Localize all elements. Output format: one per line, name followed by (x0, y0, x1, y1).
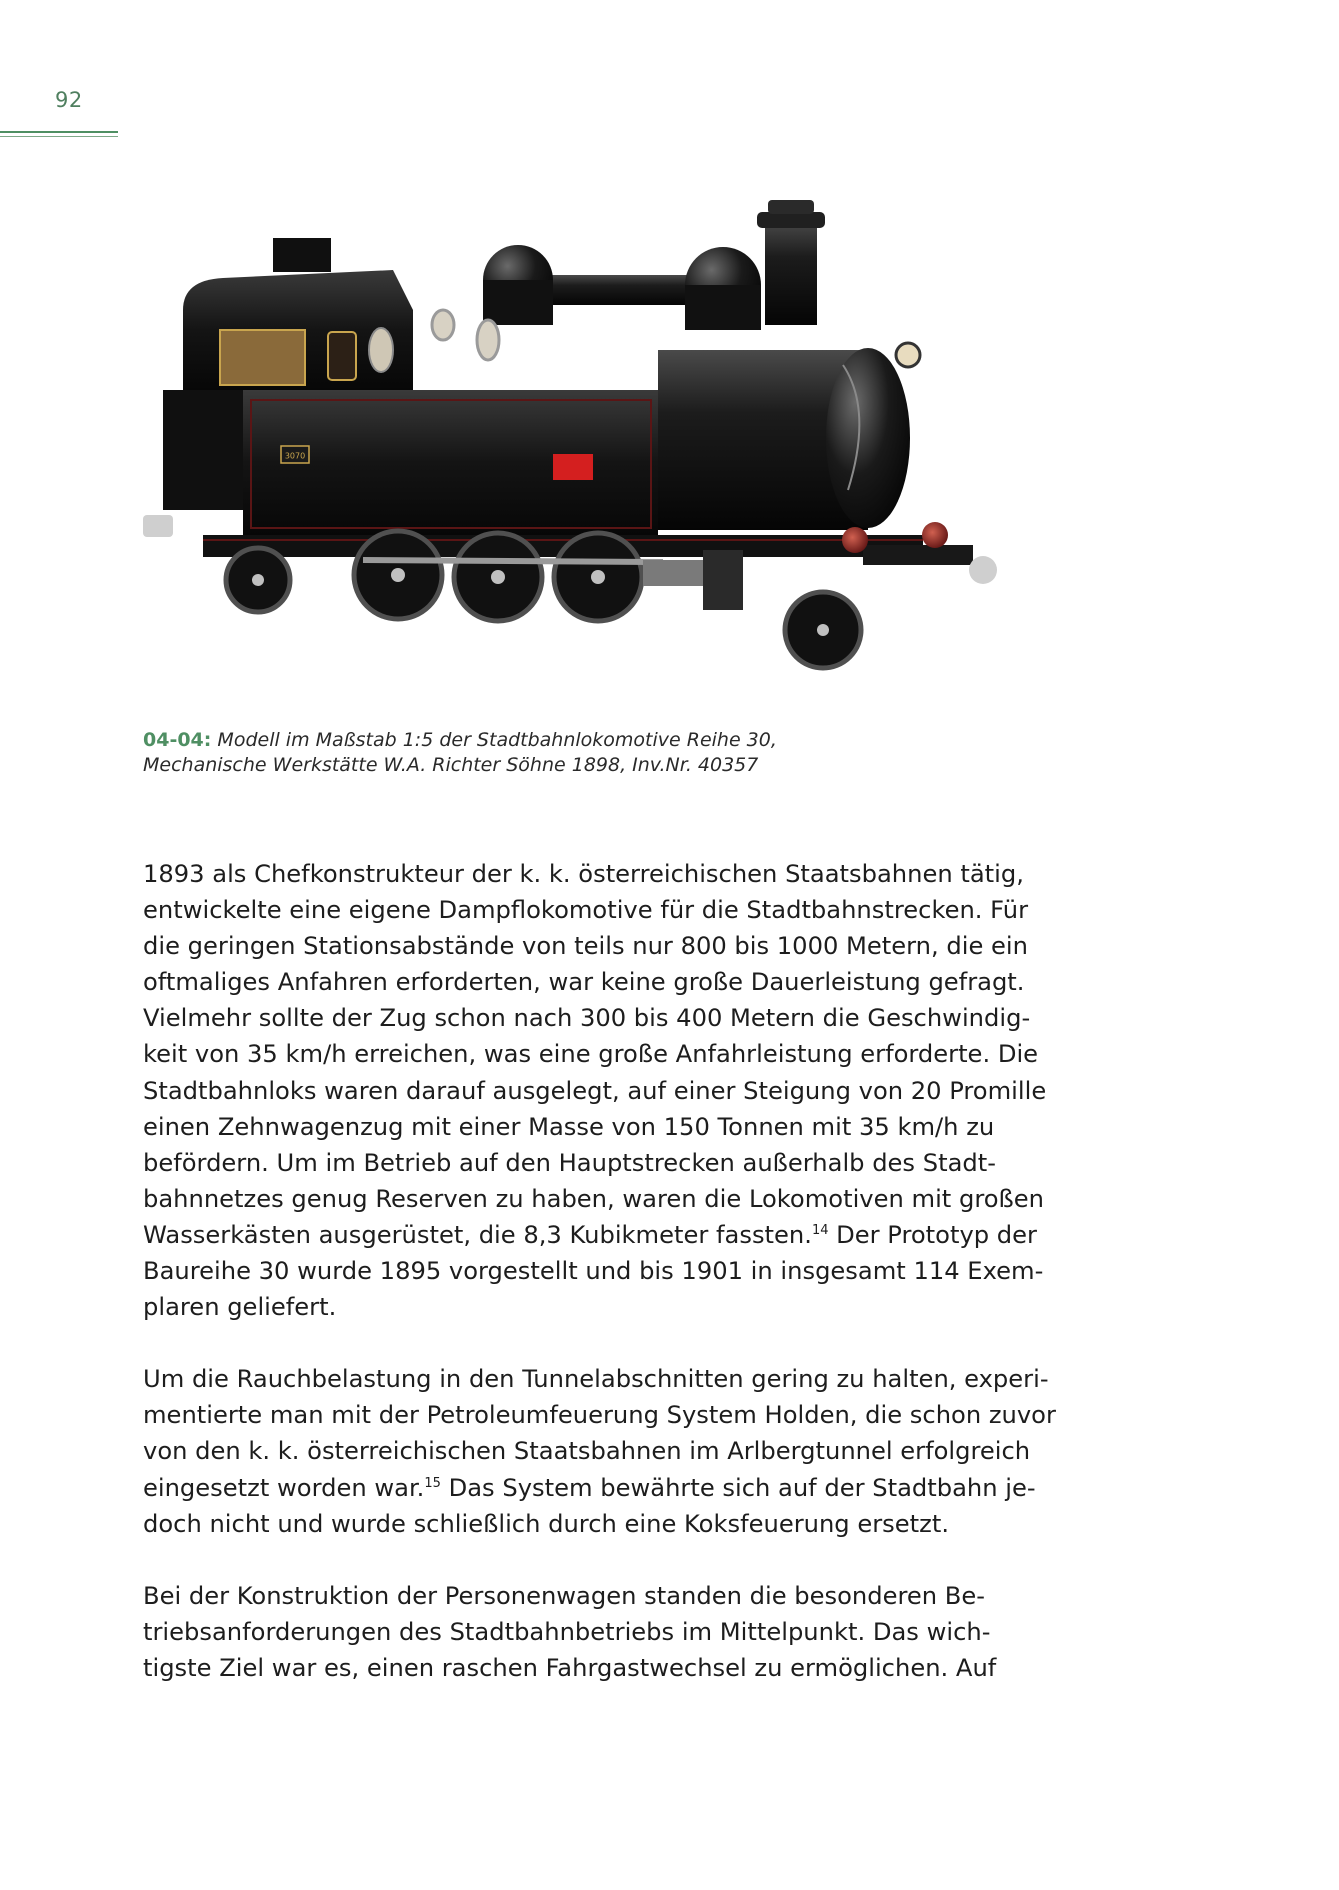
footnote-ref[interactable]: 14 (811, 1222, 829, 1238)
page-number: 92 (55, 88, 83, 112)
header-rule (0, 131, 118, 133)
text-line: Bei der Konstruktion der Personenwagen standen die besonderen Be- (143, 1581, 985, 1610)
figure-caption (143, 728, 1043, 778)
text-line: plaren geliefert. (143, 1293, 337, 1322)
text-line: einen Zehnwagenzug mit einer Masse von 150 Tonnen mit 35 km/h zu (143, 1112, 995, 1141)
footnote-ref[interactable]: 15 (424, 1475, 441, 1491)
text-line: von den k. k. österreichischen Staatsbahnen im Arlbergtunnel erfolgreich (143, 1437, 1031, 1466)
paragraph (143, 1361, 1056, 1541)
paragraph (143, 1578, 1043, 1686)
body-text (143, 856, 1056, 1722)
text-line: Stadtbahnloks waren darauf ausgelegt, auf einer Steigung von 20 Promille (143, 1076, 1047, 1105)
text-line: oftmaliges Anfahren erforderten, war keine große Dauerleistung gefragt. (143, 968, 1025, 997)
caption-line: Mechanische Werkstätte W.A. Richter Söhne 1898, Inv.Nr. 40357 (143, 754, 759, 776)
text-line: entwickelte eine eigene Dampflokomotive für die Stadtbahnstrecken. Für (143, 896, 1029, 925)
text-line: befördern. Um im Betrieb auf den Hauptstrecken außerhalb des Stadt- (143, 1148, 996, 1177)
loco-number-plate: 3070 (284, 451, 306, 461)
text-line: keit von 35 km/h erreichen, was eine große Anfahrleistung erforderte. Die (143, 1040, 1039, 1069)
text-line: triebsanforderungen des Stadtbahnbetriebs im Mittelpunkt. Das wich- (143, 1617, 991, 1646)
text-line: Baureihe 30 wurde 1895 vorgestellt und bis 1901 in insgesamt 114 Exem- (143, 1257, 1044, 1286)
text-line: 1893 als Chefkonstrukteur der k. k. österreichischen Staatsbahnen tätig, (143, 860, 1024, 888)
text-line: Vielmehr sollte der Zug schon nach 300 bis 400 Metern die Geschwindig- (143, 1004, 1031, 1033)
caption-label: 04-04: (143, 729, 212, 751)
header-rule-thin (0, 136, 118, 137)
text-line: die geringen Stationsabstände von teils nur 800 bis 1000 Metern, die ein (143, 932, 1028, 961)
locomotive-model-photo (143, 190, 1051, 690)
text-line: Um die Rauchbelastung in den Tunnelabschnitten gering zu halten, experi- (143, 1365, 1049, 1394)
text-line: tigste Ziel war es, einen raschen Fahrgastwechsel zu ermöglichen. Auf (143, 1653, 997, 1682)
text-line: bahnnetzes genug Reserven zu haben, waren die Lokomotiven mit großen (143, 1184, 1044, 1213)
text-line-with-footnote: eingesetzt worden war.$^{15}$ Das System bewährte sich auf der Stadtbahn je- (143, 1473, 1036, 1502)
caption-line: Modell im Maßstab 1:5 der Stadtbahnlokomotive Reihe 30, (217, 729, 777, 751)
paragraph (143, 856, 1047, 1325)
text-line: mentierte man mit der Petroleumfeuerung System Holden, die schon zuvor (143, 1401, 1056, 1430)
text-line-with-footnote: Wasserkästen ausgerüstet, die 8,3 Kubikmeter fassten.$^{14}$ Der Prototyp der (143, 1220, 1037, 1249)
text-line: doch nicht und wurde schließlich durch eine Koksfeuerung ersetzt. (143, 1509, 950, 1538)
